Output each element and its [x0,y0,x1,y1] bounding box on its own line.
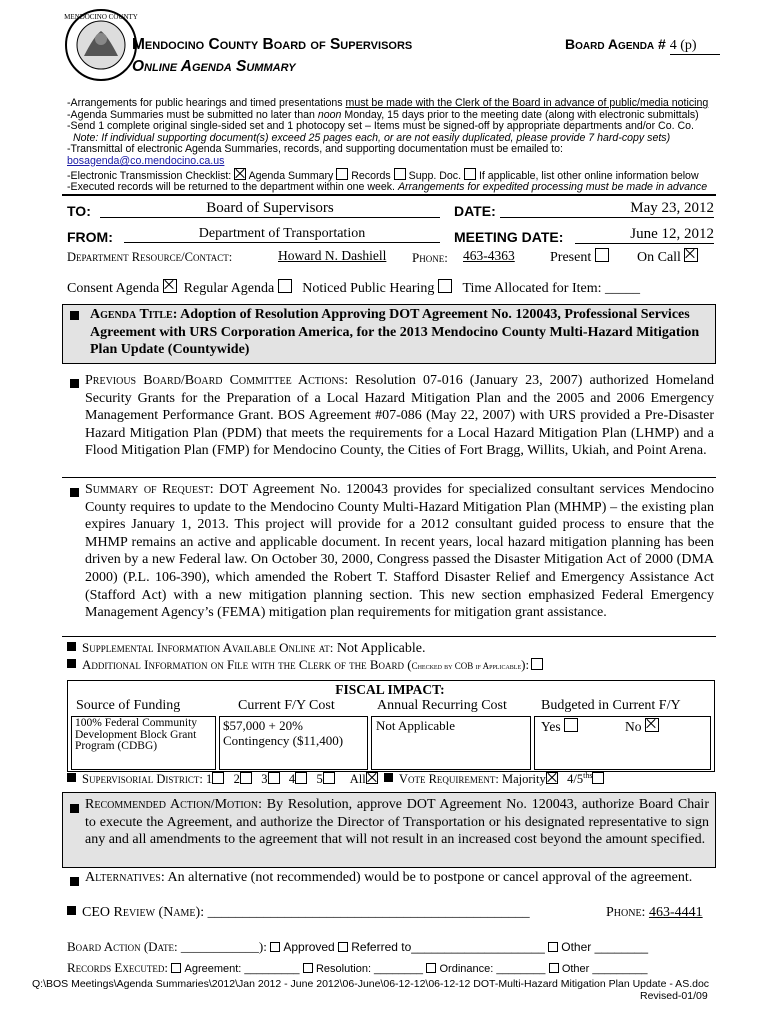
date-label: DATE: [454,203,496,219]
fiscal-recurring: Not Applicable [376,718,456,733]
supplemental-info: Supplemental Information Available Online at: Not Applicable. [67,640,426,657]
instruction-line: -Transmittal of electronic Agenda Summaries, records, and supporting documentation must be emailed to: bosagenda@co.mendocino.ca.us [67,143,563,167]
to-label: TO: [67,203,91,219]
instruction-line: -Send 1 complete original single-sided set and 1 photocopy set – Items must be signed-off by appropriate departments and/or Co. Co. [67,120,694,133]
fiscal-current-cost: $57,000 + 20% Contingency ($11,400) [223,718,344,748]
agenda-label: Board Agenda # [565,36,666,52]
phone-label: Phone: [412,250,448,265]
agenda-title-bullet [70,310,85,326]
ceo-name-field[interactable]: ______________________________________________ [207,905,530,920]
district-3-checkbox[interactable] [268,772,280,784]
budgeted-no-option: No [625,718,659,735]
other-checkbox[interactable] [548,942,558,952]
time-allocated[interactable]: Time Allocated for Item: _____ [462,281,641,296]
alternatives: Alternatives: An alternative (not recommended) would be to postpone or cancel approval of the agreement. [85,870,693,885]
footer-revised: Revised-01/09 [640,990,708,1002]
approved-checkbox[interactable] [270,942,280,952]
instructions-block [67,98,717,194]
fiscal-impact-title: FISCAL IMPACT: [335,682,445,697]
regular-agenda-checkbox[interactable] [278,279,292,293]
majority-checkbox[interactable] [546,772,558,784]
seal-text: MENDOCINO COUNTY [64,13,138,21]
district-4-checkbox[interactable] [295,772,307,784]
ordinance-checkbox[interactable] [426,963,436,973]
email-link[interactable]: bosagenda@co.mendocino.ca.us [67,154,225,167]
divider [62,477,716,478]
records-other-checkbox[interactable] [549,963,559,973]
agenda-number-label [565,36,720,55]
recommended-bullet [70,801,85,819]
agreement-checkbox[interactable] [171,963,181,973]
previous-actions-bullet [70,376,85,394]
summary-of-request: Summary of Request: DOT Agreement No. 120043 provides for specialized consultant services Mendocino County requires to update to the Mendocino County Multi-Hazard Mitigation Plan (MHMP) – the existing plan expires January 1, 2013. This project will provide for a 2012 consultant guided process to ensure that the MHMP remains an active and applicable document. In recent years, local hazard mitigation planning has been driven by a new Federal law. On October 30, 2000, Congress passed the Disaster Mitigation Act of 2000 (DMA 2000) (P.L. 106-390), which amended the Robert T. Stafford Disaster Relief and Emergency Assistance Act (Stafford Act) with a new mitigation planning section. This new section emphasized Federal Emergency Management Agency’s (FEMA) mitigation plan requirements for mitigation grant assistance. [85,482,714,621]
resolution-checkbox[interactable] [303,963,313,973]
contact-label: Department Resource/Contact: [67,250,233,264]
to-field[interactable]: Board of Supervisors [100,200,440,218]
records-executed-row: Records Executed: Agreement: _________ Resolution: ________ Ordinance: ________ Other _________ [67,960,648,975]
supervisorial-district-row: Supervisorial District: 1 2 3 4 5 All Vote Requirement: Majority $4/5^{ths}$ [67,771,604,787]
previous-actions: Previous Board/Board Committee Actions: Resolution 07-016 (January 23, 2007) authorized Homeland Security Grants for the Preparation of a Local Hazard Mitigation Plan and the 2005 and 2006 Emergency Management Performance Grant. BOS Agreement #07-086 (May 22, 2007) with URS provided a Pre-Disaster Hazard Mitigation Plan (PDM) that meets the requirements for a Local Hazard Mitigation Plan (LHMP) and a Flood Mitigation Plan (FMP) for Mendocino County, the Cities of Fort Bragg, Willits, Ukiah, and Point Arena. [85,373,714,459]
district-all-checkbox[interactable] [366,772,378,784]
meeting-date-label: MEETING DATE: [454,229,564,245]
supp-doc-checkbox[interactable] [394,168,406,180]
district-2-checkbox[interactable] [240,772,252,784]
noticed-hearing-checkbox[interactable] [438,279,452,293]
additional-info: Additional Information on File with the Clerk of the Board (Checked by COB if Applicable): [67,657,543,673]
contact-field[interactable]: Howard N. Dashiell [278,248,387,263]
consent-agenda-checkbox[interactable] [163,279,177,293]
on-call-option: On Call [637,248,698,266]
fiscal-header-budgeted: Budgeted in Current F/Y [541,698,681,713]
records-checkbox[interactable] [336,168,348,180]
ceo-phone: Phone: 463-4441 [606,905,703,920]
district-5-checkbox[interactable] [323,772,335,784]
budgeted-yes-checkbox[interactable] [564,718,578,732]
divider [62,194,716,196]
alternatives-bullet [70,874,85,892]
district-1-checkbox[interactable] [212,772,224,784]
phone-field[interactable]: 463-4363 [463,248,515,263]
budgeted-yes-option: Yes [541,718,578,735]
fiscal-header-recurring: Annual Recurring Cost [377,698,507,713]
page-title: Mendocino County Board of Supervisors [132,36,413,53]
on-call-checkbox[interactable] [684,248,698,262]
agenda-number: 4 (p) [670,38,720,55]
present-option: Present [550,248,609,266]
instruction-note: Note: If individual supporting document(s) exceed 25 pages each, or are not easily duplicated, please provide 7 hard-copy sets) [73,131,671,144]
fiscal-source: 100% Federal Community Development Block Grant Program (CDBG) [75,718,198,752]
additional-info-checkbox[interactable] [531,658,543,670]
from-label: FROM: [67,229,113,245]
date-field[interactable]: May 23, 2012 [500,200,714,218]
footer-path: Q:\BOS Meetings\Agenda Summaries\2012\Jan 2012 - June 2012\06-June\06-12-12\06-12-12 DOT-Multi-Hazard Mitigation Plan Update - AS.doc [32,978,710,990]
budgeted-no-checkbox[interactable] [645,718,659,732]
referred-checkbox[interactable] [338,942,348,952]
county-seal [64,6,138,84]
present-checkbox[interactable] [595,248,609,262]
agenda-type-row: Consent Agenda Regular Agenda Noticed Public Hearing Time Allocated for Item: _____ [67,281,641,296]
ceo-review: CEO Review (Name): ______________________________________________ [67,905,530,921]
board-action-row: Board Action (Date: ____________): Approved Referred to____________________ Other ________ [67,939,648,954]
other-info-checkbox[interactable] [464,168,476,180]
page-subtitle: Online Agenda Summary [132,58,296,75]
agenda-title: Agenda Title: Adoption of Resolution Approving DOT Agreement No. 120043, Professional Services Agreement with URS Corporation America, for the 2013 Mendocino County Multi-Hazard Mitigation Plan Update (Countywide) [90,307,700,358]
fiscal-header-current: Current F/Y Cost [238,698,335,713]
meeting-date-field[interactable]: June 12, 2012 [575,226,714,244]
agenda-summary-checkbox[interactable] [234,168,246,180]
instruction-line: -Executed records will be returned to the department within one week. Arrangements for expedited processing must be made in advance [67,181,708,194]
instruction-line: -Agenda Summaries must be submitted no later than noon Monday, 15 days prior to the meeting date (along with electronic submittals) [67,108,699,121]
fiscal-header-source: Source of Funding [76,698,181,713]
instruction-line: -Arrangements for public hearings and timed presentations must be made with the Clerk of the Board in advance of public/media noticing [67,97,709,109]
instruction-checklist: -Electronic Transmission Checklist: Agenda Summary Records Supp. Doc. If applicable, list other online information below [67,169,699,182]
divider [62,636,716,637]
recommended-action: Recommended Action/Motion: By Resolution, approve DOT Agreement No. 120043, authorize Board Chair to execute the Agreement, and authorize the Director of Transportation or his designated representative to sign any and all amendments to the agreement that will not result in an increased cost beyond the amount specified. [85,797,709,848]
summary-bullet [70,485,85,503]
from-field[interactable]: Department of Transportation [124,226,440,243]
four-fifths-checkbox[interactable] [592,772,604,784]
